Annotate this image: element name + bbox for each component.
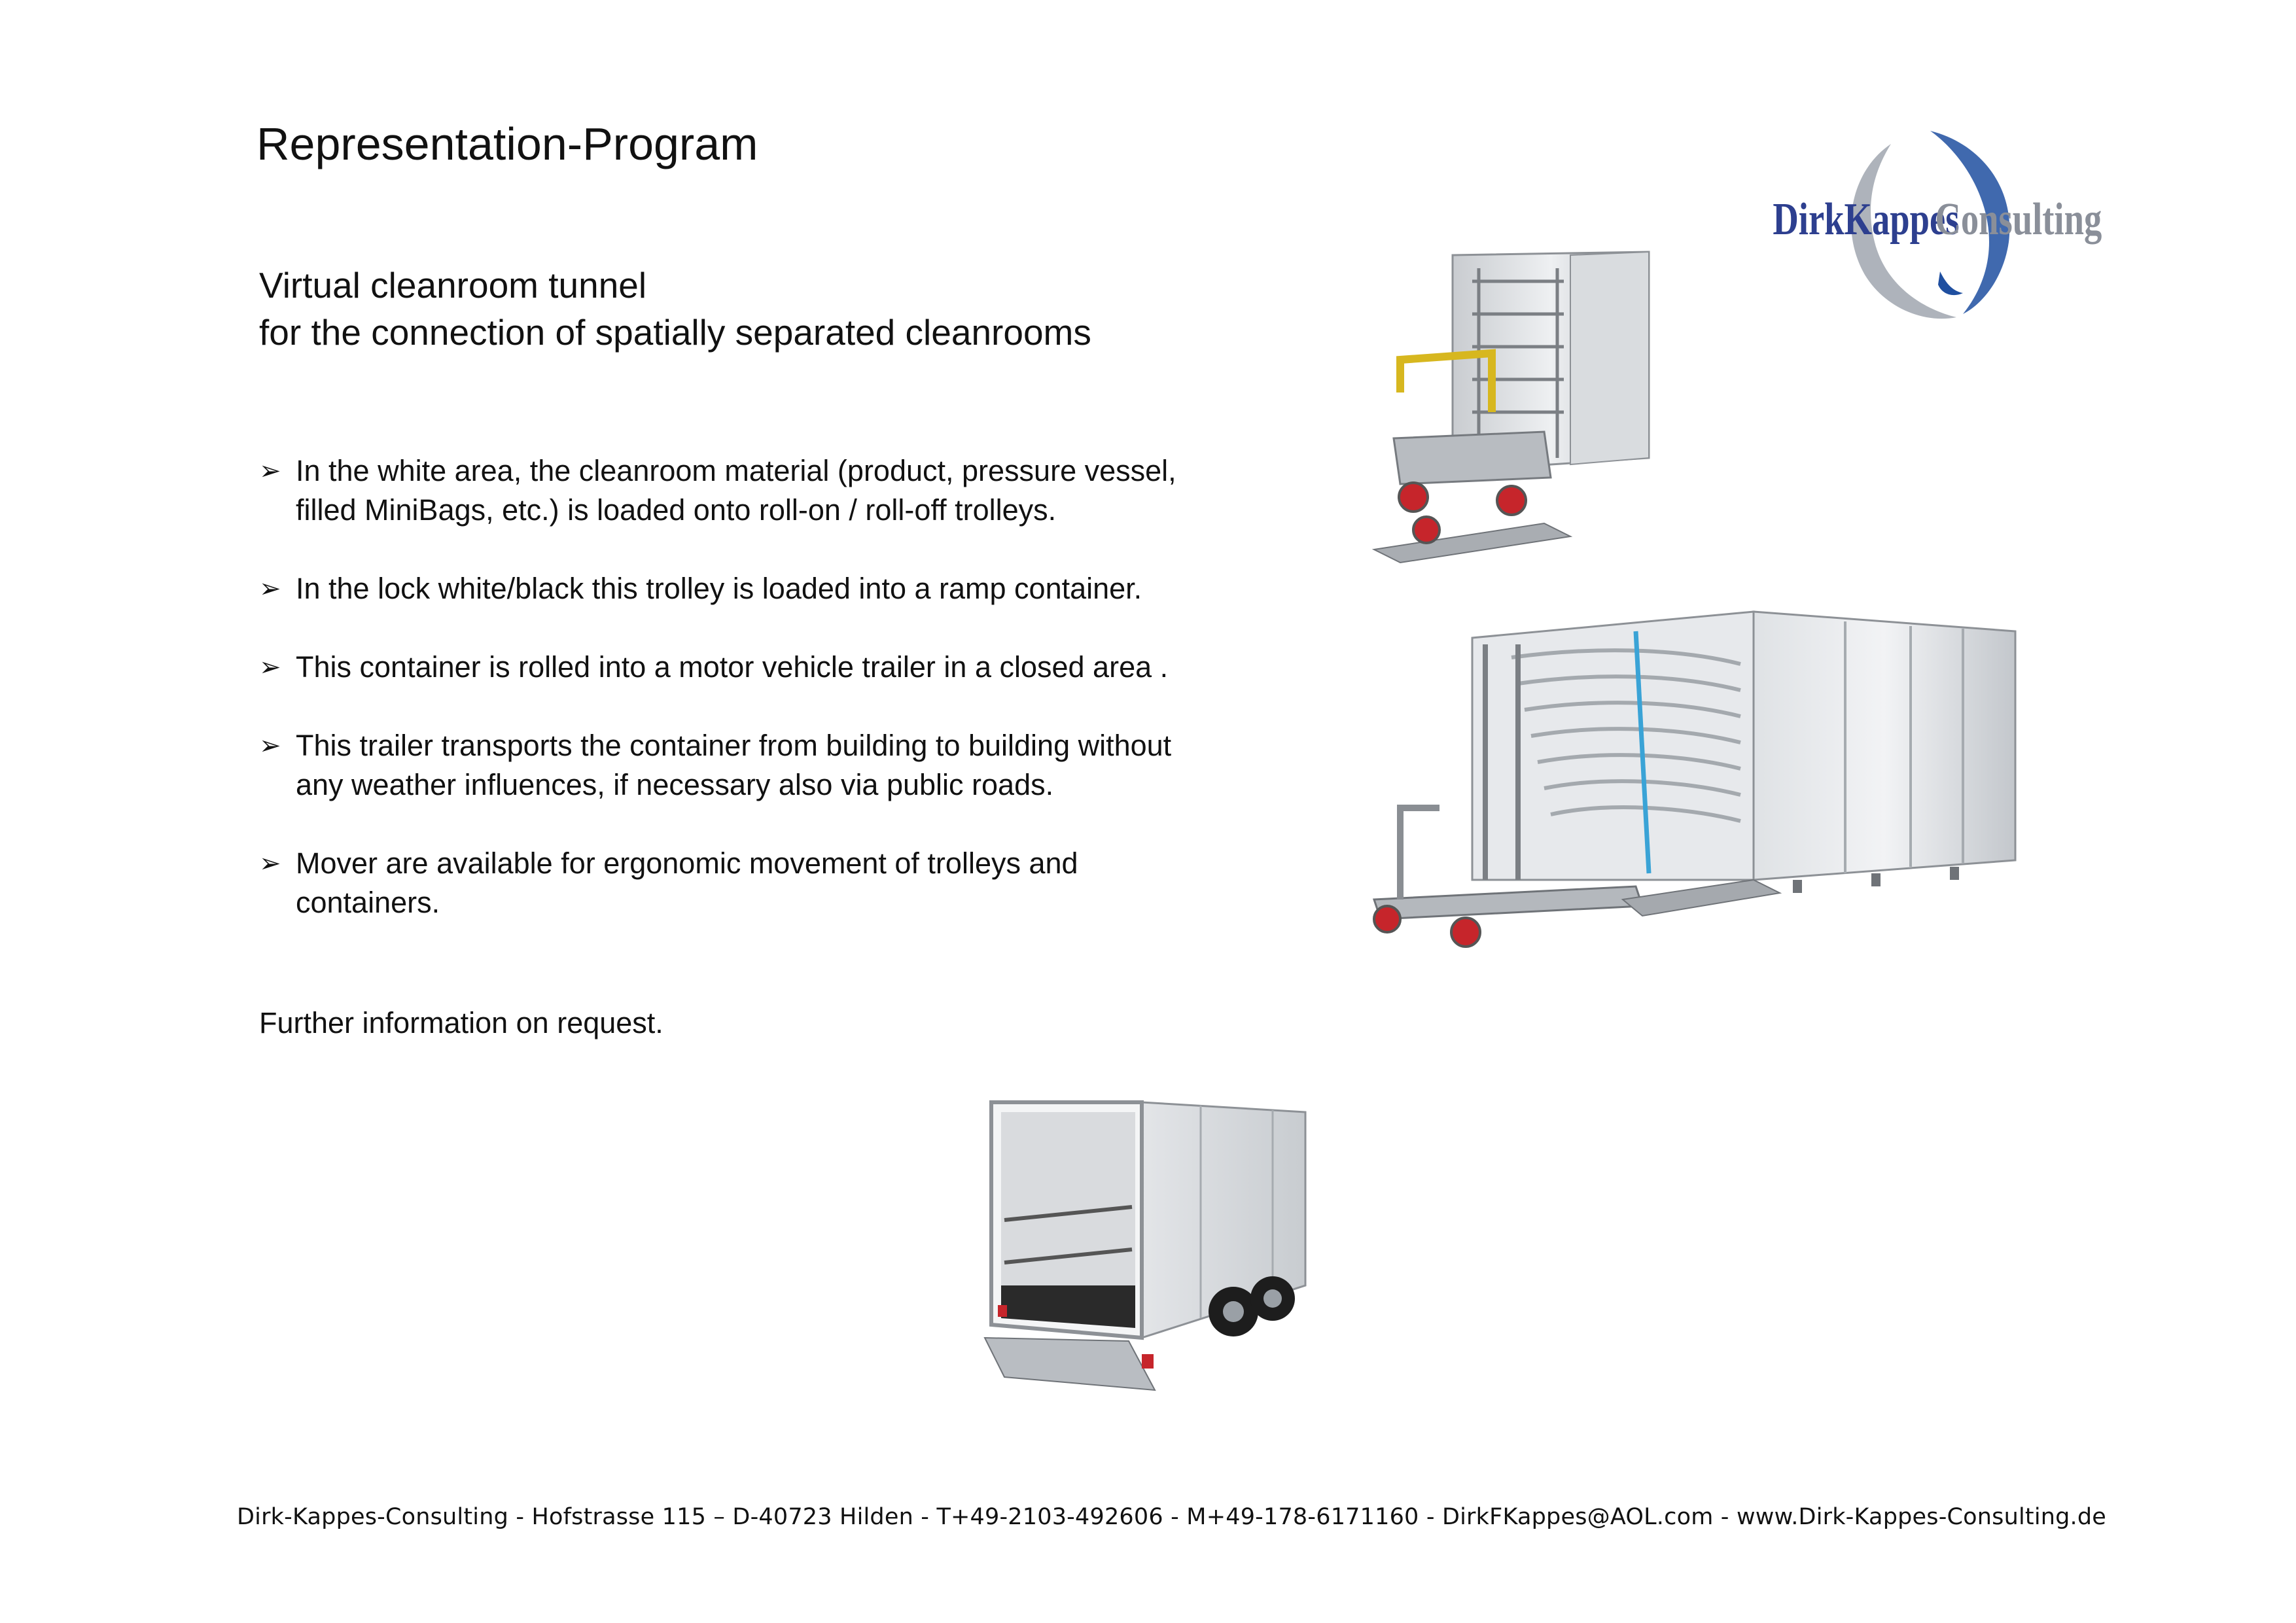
- bullet-item-3: [259, 648, 1267, 687]
- page-title: Representation-Program: [256, 118, 758, 169]
- ramp-container-image: [1361, 592, 2028, 952]
- bullet-item-5-line-1: Mover are available for ergonomic movement of trolleys and: [296, 846, 1078, 880]
- footer-contact: Dirk-Kappes-Consulting - Hofstrasse 115 – D-40723 Hilden - T+49-2103-492606 - M+49-178-6171160 - DirkFKappes@AOL.com - www.Dirk-Kappes-Consulting.de: [237, 1504, 2107, 1530]
- trolley-container-image: [1374, 242, 1675, 569]
- arrow-bullet-icon: ➢: [259, 457, 281, 485]
- bullet-item-4-line-1: This trailer transports the container from building to building without: [296, 729, 1172, 762]
- intro-line-1: Virtual cleanroom tunnel: [259, 265, 647, 305]
- arrow-bullet-icon: ➢: [259, 653, 281, 682]
- bullet-item-2-line-1: In the lock white/black this trolley is loaded into a ramp container.: [296, 572, 1142, 605]
- company-logo: [1767, 118, 2102, 327]
- bullet-item-1: [259, 451, 1267, 530]
- closing-note: Further information on request.: [259, 1006, 663, 1039]
- logo-text-primary: DirkKappes: [1773, 193, 1960, 245]
- bullet-item-4-line-2: any weather influences, if necessary also via public roads.: [296, 768, 1054, 801]
- bullet-item-1-line-1: In the white area, the cleanroom material (product, pressure vessel,: [296, 454, 1176, 487]
- trailer-image: [978, 1089, 1318, 1410]
- bullet-item-5-line-2: containers.: [296, 886, 440, 919]
- intro-line-2: for the connection of spatially separated cleanrooms: [259, 312, 1091, 353]
- bullet-item-2: [259, 569, 1267, 608]
- arrow-bullet-icon: ➢: [259, 849, 281, 878]
- arrow-bullet-icon: ➢: [259, 574, 281, 603]
- bullet-list: [259, 451, 1267, 962]
- bullet-item-4: [259, 726, 1267, 805]
- bullet-item-5: [259, 844, 1267, 922]
- intro-block: [259, 262, 1091, 356]
- bullet-item-1-line-2: filled MiniBags, etc.) is loaded onto roll-on / roll-off trolleys.: [296, 493, 1057, 527]
- arrow-bullet-icon: ➢: [259, 731, 281, 760]
- logo-text-secondary: Consulting: [1935, 193, 2102, 245]
- bullet-item-3-line-1: This container is rolled into a motor vehicle trailer in a closed area .: [296, 650, 1169, 684]
